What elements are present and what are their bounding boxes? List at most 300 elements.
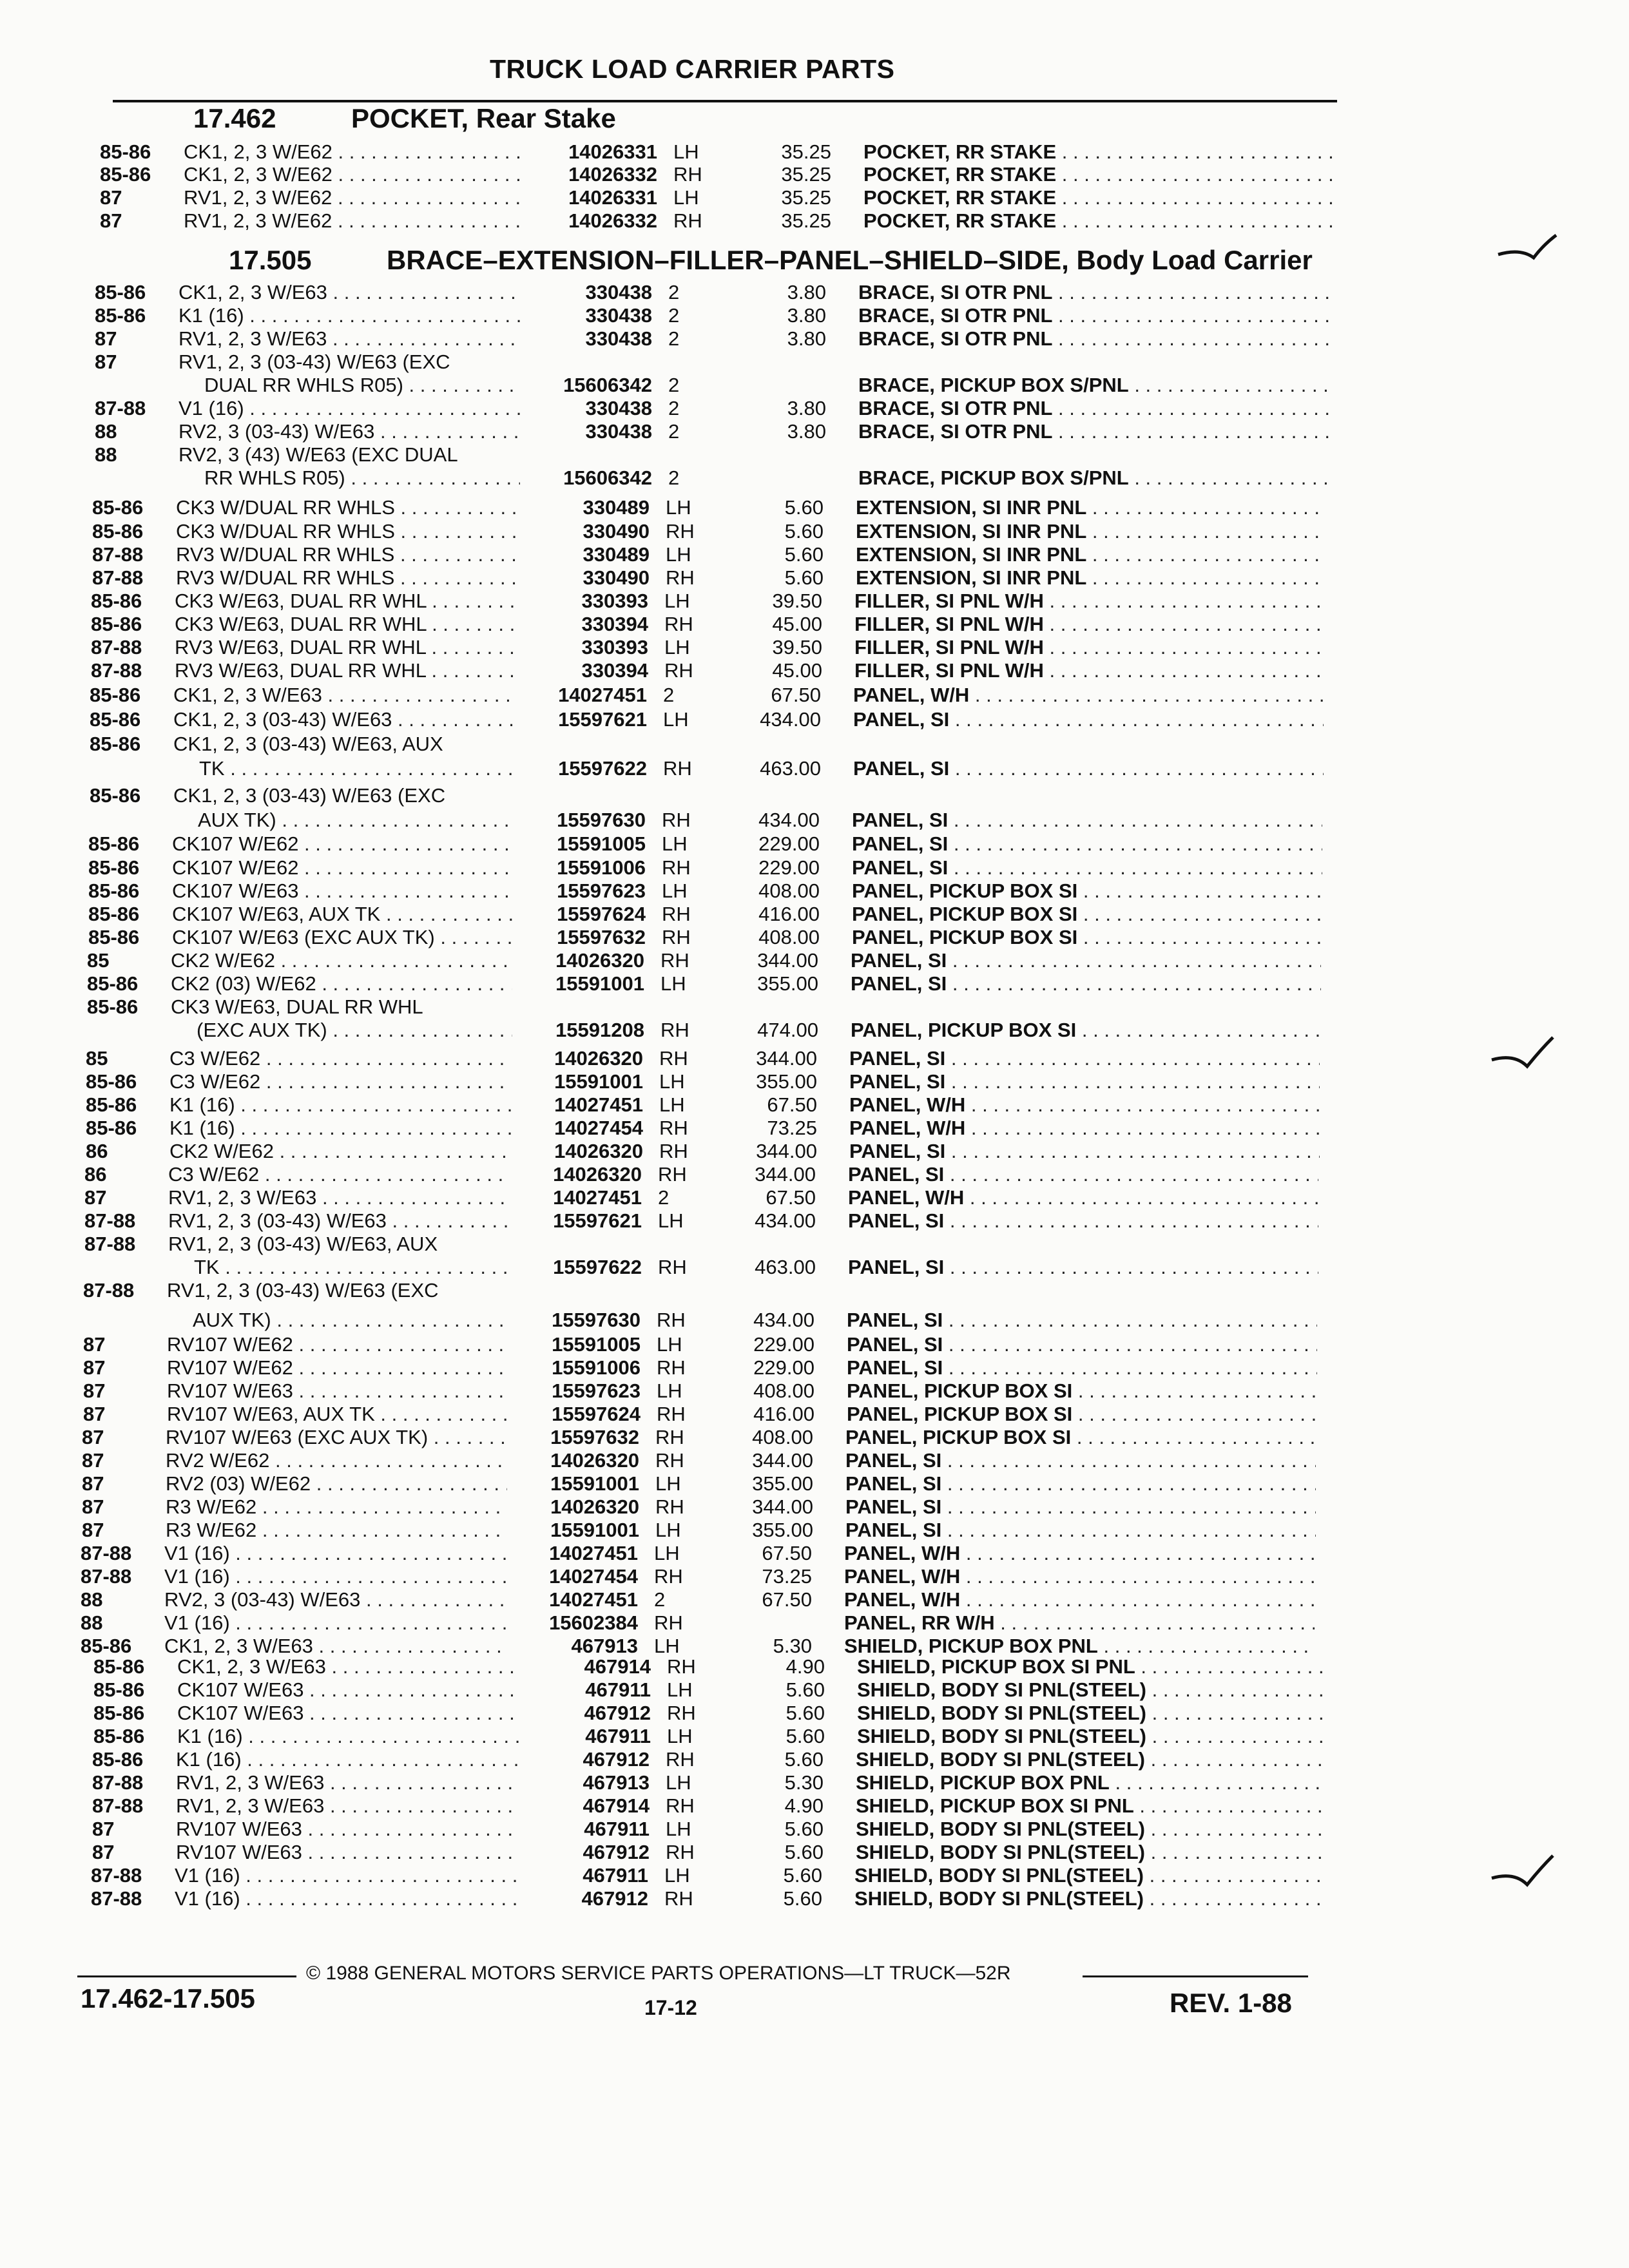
row-description: PANEL, SI . . . [853,756,1324,781]
row-part-number: 15591001 [554,1070,643,1093]
row-part-number: 330438 [585,397,652,419]
row-quantity: RH [660,949,689,972]
row-part-number: 14027454 [549,1565,638,1588]
row-model: CK1, 2, 3 (03-43) W/E63 (EXC [173,784,446,807]
table-row [0,1518,1611,1542]
row-model: RV1, 2, 3 W/E62 . . . [184,186,525,210]
row-price: 434.00 [755,1209,816,1232]
page-number: 17-12 [644,1996,697,2019]
row-description: PANEL, SI . . . [852,832,1322,856]
row-model: CK107 W/E62 . . . [172,832,514,856]
row-year: 87 [83,1379,106,1402]
row-year: 87-88 [92,543,144,566]
row-model: RV1, 2, 3 W/E63 . . . [176,1794,517,1818]
row-model: AUX TK) . . . [167,1308,508,1332]
row-year: 88 [81,1611,103,1634]
row-year: 87 [82,1519,104,1541]
row-model: CK107 W/E63 . . . [172,879,514,903]
table-row [0,303,1624,328]
row-quantity: RH [673,163,702,186]
row-model: RV2 W/E62 . . . [166,1448,507,1473]
row-price: 5.60 [784,543,824,566]
row-model: RV1, 2, 3 (03-43) W/E63 . . . [168,1209,510,1233]
row-quantity: LH [664,1864,690,1887]
row-model: RV107 W/E62 . . . [167,1356,508,1380]
row-year: 85-86 [90,784,141,807]
row-year: 87 [95,327,117,350]
row-part-number: 467914 [583,1794,650,1817]
table-row [0,1863,1620,1888]
row-model: CK3 W/E63, DUAL RR WHL [171,995,423,1018]
row-description: PANEL, RR W/H . . . [844,1611,1315,1635]
row-model: RV1, 2, 3 (03-43) W/E63 (EXC [178,351,450,373]
row-year: 87 [82,1449,104,1472]
table-row [0,612,1620,637]
row-year: 87-88 [81,1542,132,1564]
row-price: 344.00 [756,1047,817,1070]
row-part-number: 330438 [585,281,652,303]
row-model: CK2 W/E62 . . . [171,948,512,973]
row-description: PANEL, SI . . . [852,856,1322,880]
row-year: 87 [92,1818,115,1840]
row-quantity: LH [660,972,686,995]
table-row [0,658,1620,683]
row-year: 85-86 [88,903,140,925]
row-price: 5.60 [786,1678,825,1701]
row-year: 86 [84,1163,107,1186]
row-price: 3.80 [787,397,826,419]
row-part-number: 15597623 [557,879,646,902]
row-price: 5.60 [783,1887,822,1910]
row-year: 87-88 [92,1794,144,1817]
row-description: PANEL, SI . . . [848,1209,1318,1233]
section-range: 17.462-17.505 [81,1983,255,2013]
row-price: 355.00 [757,972,818,995]
row-description: EXTENSION, SI INR PNL . . . [856,495,1326,520]
row-quantity: 2 [668,374,680,396]
row-year: 87-88 [92,566,144,589]
row-quantity: RH [658,1163,687,1186]
row-model: RV3 W/E63, DUAL RR WHL . . . [175,658,516,683]
row-quantity: 2 [668,397,680,419]
row-part-number: 15591006 [552,1356,641,1379]
row-description: SHIELD, BODY SI PNL(STEEL) . . . [856,1747,1326,1772]
row-price: 434.00 [758,809,820,831]
row-quantity: RH [657,1403,686,1425]
row-model: V1 (16) . . . [164,1611,506,1635]
row-price: 355.00 [756,1070,817,1093]
row-description: PANEL, W/H . . . [849,1116,1320,1140]
row-part-number: 15591005 [552,1333,641,1356]
row-part-number: 467912 [581,1887,648,1910]
row-model: RV2 (03) W/E62 . . . [166,1472,507,1496]
row-description: PANEL, SI . . . [852,808,1322,832]
row-description: PANEL, SI . . . [849,1046,1320,1071]
row-description: PANEL, SI . . . [849,1139,1320,1164]
row-model: RV3 W/DUAL RR WHLS . . . [176,566,517,590]
table-row [0,1255,1614,1280]
row-quantity: 2 [668,327,680,350]
row-quantity: LH [662,879,688,902]
row-part-number: 330438 [585,420,652,443]
row-model: K1 (16) . . . [169,1116,511,1140]
row-model: AUX TK) . . . [172,808,514,832]
row-year: 85-86 [92,1748,144,1771]
row-price: 408.00 [753,1379,815,1402]
row-description: PANEL, PICKUP BOX SI . . . [852,902,1322,927]
row-year: 87 [82,1426,104,1448]
table-row [0,1472,1611,1496]
check-mark [1489,1849,1559,1894]
row-quantity: RH [657,1309,686,1331]
row-quantity: LH [654,1542,680,1564]
row-year: 85-86 [91,613,142,635]
row-model: CK107 W/E63 . . . [177,1701,519,1725]
row-price: 408.00 [758,926,820,948]
row-year: 87-88 [84,1233,136,1255]
row-part-number: 330438 [585,327,652,350]
row-part-number: 467911 [585,1678,651,1701]
row-model: RV1, 2, 3 (03-43) W/E63, AUX [168,1233,438,1255]
table-row [0,1186,1614,1210]
row-price: 45.00 [772,659,822,682]
row-part-number: 330489 [583,543,650,566]
row-price: 474.00 [757,1019,818,1041]
row-year: 85-86 [90,733,141,755]
row-price: 5.60 [786,1702,825,1724]
row-description: PANEL, SI . . . [845,1472,1316,1496]
row-year: 85-86 [92,496,144,519]
row-quantity: LH [664,636,690,658]
row-model: CK107 W/E62 . . . [172,856,514,880]
row-quantity: RH [657,1356,686,1379]
row-price: 416.00 [753,1403,815,1425]
row-price: 5.60 [786,1725,825,1747]
row-model: CK1, 2, 3 W/E63 . . . [164,1634,506,1658]
row-model: C3 W/E62 . . . [169,1070,511,1094]
table-row [0,350,1624,374]
row-quantity: RH [666,1841,695,1863]
row-price: 5.60 [784,1818,824,1840]
row-part-number: 15591006 [557,856,646,879]
row-model: RV2, 3 (03-43) W/E63 . . . [178,419,520,444]
row-part-number: 14026320 [553,1163,642,1186]
row-price: 3.80 [787,420,826,443]
row-year: 85-86 [93,1655,145,1678]
row-price: 5.30 [784,1771,824,1794]
row-quantity: RH [666,1748,695,1771]
row-price: 5.30 [773,1635,812,1657]
row-description: PANEL, PICKUP BOX SI . . . [852,879,1322,903]
table-row [0,879,1617,903]
row-year: 87 [83,1356,106,1379]
row-description: PANEL, W/H . . . [844,1588,1315,1612]
row-price: 229.00 [753,1356,815,1379]
row-quantity: 2 [663,684,675,706]
row-part-number: 15591001 [550,1519,639,1541]
row-quantity: RH [662,809,691,831]
row-part-number: 15597632 [550,1426,639,1448]
row-part-number: 467912 [584,1702,651,1724]
table-row [0,186,1629,210]
row-price: 67.50 [762,1588,812,1611]
row-description: EXTENSION, SI INR PNL . . . [856,566,1326,590]
row-quantity: 2 [668,466,680,489]
row-part-number: 467913 [583,1771,650,1794]
row-part-number: 330394 [581,613,648,635]
row-price: 416.00 [758,903,820,925]
row-description: FILLER, SI PNL W/H . . . [854,612,1325,637]
row-model: R3 W/E62 . . . [166,1518,507,1542]
row-quantity: RH [662,926,691,948]
row-part-number: 14026320 [554,1047,643,1070]
row-quantity: LH [667,1678,693,1701]
row-price: 67.50 [766,1186,816,1209]
row-description: PANEL, W/H . . . [853,683,1324,707]
row-model: R3 W/E62 . . . [166,1495,507,1519]
row-part-number: 14027451 [549,1588,638,1611]
table-row [0,466,1624,490]
row-quantity: LH [664,590,690,612]
row-price: 4.90 [784,1794,824,1817]
table-row [0,519,1621,544]
row-model: RV1, 2, 3 W/E63 . . . [168,1186,510,1210]
row-quantity: RH [659,1117,688,1139]
row-quantity: LH [666,1771,691,1794]
page-title: TRUCK LOAD CARRIER PARTS [490,54,895,84]
row-year: 87 [84,1186,107,1209]
row-price: 39.50 [772,590,822,612]
row-quantity: LH [673,140,699,163]
row-quantity: LH [659,1070,685,1093]
row-model: CK1, 2, 3 W/E63 . . . [178,280,520,305]
table-row [0,1495,1611,1519]
row-part-number: 330393 [581,590,648,612]
row-model: RV3 W/E63, DUAL RR WHL . . . [175,635,516,660]
row-description: PANEL, SI . . . [845,1495,1316,1519]
row-description: PANEL, PICKUP BOX SI . . . [845,1425,1316,1450]
table-row [0,1564,1610,1589]
row-description: PANEL, SI . . . [848,1255,1318,1280]
row-model: K1 (16) . . . [176,1747,517,1772]
row-year: 85-86 [93,1725,145,1747]
row-description: SHIELD, BODY SI PNL(STEEL) . . . [857,1701,1327,1725]
row-year: 88 [95,443,117,466]
table-row [0,995,1616,1019]
row-quantity: RH [666,520,695,543]
row-model: K1 (16) . . . [177,1724,519,1749]
row-description: SHIELD, PICKUP BOX SI PNL . . . [856,1794,1326,1818]
row-quantity: RH [667,1702,696,1724]
row-part-number: 15597630 [552,1309,641,1331]
row-price: 408.00 [758,879,820,902]
row-year: 87 [100,186,122,209]
row-year: 87-88 [91,1887,142,1910]
row-quantity: RH [664,1887,693,1910]
row-year: 87-88 [83,1279,135,1302]
row-year: 87-88 [91,1864,142,1887]
table-row [0,1332,1612,1357]
table-row [0,543,1621,567]
row-model: RV2, 3 (43) W/E63 (EXC DUAL [178,443,458,466]
section-subtitle: Rear Stake [476,103,616,133]
table-row [0,1402,1612,1427]
row-quantity: RH [666,1794,695,1817]
table-row [0,948,1616,973]
row-price: 67.50 [767,1093,817,1116]
row-model: TK . . . [173,756,515,781]
row-model: V1 (16) . . . [175,1887,516,1911]
table-row [0,925,1617,950]
row-part-number: 330393 [581,636,648,658]
row-model: RV107 W/E62 . . . [167,1332,508,1357]
row-year: 87-88 [95,397,146,419]
row-year: 85-86 [86,1093,137,1116]
row-quantity: 2 [658,1186,670,1209]
row-price: 229.00 [758,832,820,855]
row-price: 5.60 [783,1864,822,1887]
row-model: K1 (16) . . . [169,1093,511,1117]
row-part-number: 14027454 [554,1117,643,1139]
row-price: 463.00 [760,757,821,780]
row-year: 87 [82,1472,104,1495]
table-row [0,1541,1610,1566]
row-model: C3 W/E62 . . . [168,1162,510,1187]
row-price: 355.00 [752,1519,813,1541]
row-year: 85-86 [93,1702,145,1724]
row-quantity: LH [666,496,691,519]
table-row [0,783,1619,808]
row-description: PANEL, W/H . . . [849,1093,1320,1117]
row-quantity: LH [663,708,689,731]
row-model: CK3 W/E63, DUAL RR WHL . . . [175,612,516,637]
row-model: C3 W/E62 . . . [169,1046,511,1071]
row-description: SHIELD, BODY SI PNL(STEEL) . . . [857,1678,1327,1702]
row-price: 355.00 [752,1472,813,1495]
row-price: 67.50 [771,684,821,706]
row-price: 67.50 [762,1542,812,1564]
row-price: 35.25 [781,186,831,209]
row-description: PANEL, SI . . . [851,972,1321,996]
row-price: 45.00 [772,613,822,635]
copyright-notice: © 1988 GENERAL MOTORS SERVICE PARTS OPERATIONS—LT TRUCK—52R [306,1963,1011,1984]
row-model: RV1, 2, 3 W/E63 . . . [178,327,520,351]
row-part-number: 330490 [583,520,650,543]
row-price: 434.00 [753,1309,815,1331]
row-year: 85-86 [95,304,146,327]
row-quantity: RH [673,209,702,232]
row-model: CK107 W/E63 . . . [177,1678,519,1702]
row-description: PANEL, SI . . . [851,948,1321,973]
row-description: BRACE, SI OTR PNL . . . [858,327,1329,351]
table-row [0,495,1621,520]
table-row [0,1701,1623,1725]
row-price: 35.25 [781,163,831,186]
row-price: 344.00 [757,949,818,972]
table-row [0,856,1617,880]
row-year: 87 [95,351,117,373]
row-part-number: 14026320 [555,949,644,972]
row-part-number: 15597622 [553,1256,642,1278]
row-quantity: 2 [668,420,680,443]
row-year: 85-86 [88,926,140,948]
table-row [0,972,1616,996]
table-row [0,1139,1615,1164]
row-description: PANEL, SI . . . [847,1332,1317,1357]
row-model: CK2 (03) W/E62 . . . [171,972,512,996]
row-year: 87-88 [84,1209,136,1232]
check-mark [1489,1031,1559,1076]
row-year: 85-86 [93,1678,145,1701]
row-model: V1 (16) . . . [164,1541,506,1566]
row-quantity: LH [655,1519,681,1541]
section-title-main: POCKET, [351,103,469,133]
row-description: BRACE, SI OTR PNL . . . [858,419,1329,444]
row-quantity: LH [658,1209,684,1232]
row-description: PANEL, PICKUP BOX SI . . . [847,1402,1317,1427]
row-part-number: 15591001 [550,1472,639,1495]
row-part-number: 15597624 [552,1403,641,1425]
row-model: RV1, 2, 3 W/E63 . . . [176,1771,517,1795]
table-row [0,1209,1614,1233]
table-row [0,1747,1621,1772]
row-year: 85-86 [90,684,141,706]
row-quantity: LH [666,543,691,566]
check-mark [1495,229,1559,267]
row-price: 5.60 [784,566,824,589]
row-price: 344.00 [755,1163,816,1186]
row-part-number: 14027451 [553,1186,642,1209]
row-quantity: 2 [668,281,680,303]
table-row [0,1093,1615,1117]
table-row [0,209,1629,233]
table-row [0,683,1619,707]
row-part-number: 15597632 [557,926,646,948]
row-price: 3.80 [787,327,826,350]
row-quantity: RH [658,1256,687,1278]
row-year: 85-86 [88,856,140,879]
row-year: 87 [100,209,122,232]
row-model: V1 (16) . . . [164,1564,506,1589]
row-part-number: 15606342 [563,466,652,489]
table-row [0,419,1624,444]
row-year: 85-86 [100,163,151,186]
row-description: SHIELD, PICKUP BOX PNL . . . [856,1771,1326,1795]
row-description: SHIELD, PICKUP BOX SI PNL . . . [857,1655,1327,1679]
row-year: 87-88 [91,636,142,658]
row-part-number: 467914 [584,1655,651,1678]
row-price: 35.25 [781,209,831,232]
row-part-number: 15597623 [552,1379,641,1402]
row-model: CK1, 2, 3 (03-43) W/E63, AUX [173,733,443,755]
row-model: CK1, 2, 3 W/E62 . . . [184,140,525,164]
row-description: FILLER, SI PNL W/H . . . [854,658,1325,683]
row-description: PANEL, W/H . . . [844,1541,1315,1566]
row-year: 85-86 [87,972,139,995]
row-price: 3.80 [787,281,826,303]
row-year: 85-86 [87,995,139,1018]
row-quantity: RH [667,1655,696,1678]
row-description: SHIELD, BODY SI PNL(STEEL) . . . [856,1817,1326,1841]
row-description: PANEL, PICKUP BOX SI . . . [852,925,1322,950]
row-description: SHIELD, BODY SI PNL(STEEL) . . . [857,1724,1327,1749]
row-part-number: 330489 [583,496,650,519]
row-quantity: LH [659,1093,685,1116]
table-row [0,1018,1616,1043]
row-model: V1 (16) . . . [178,396,520,421]
row-quantity: RH [663,757,692,780]
row-description: SHIELD, BODY SI PNL(STEEL) . . . [854,1863,1325,1888]
